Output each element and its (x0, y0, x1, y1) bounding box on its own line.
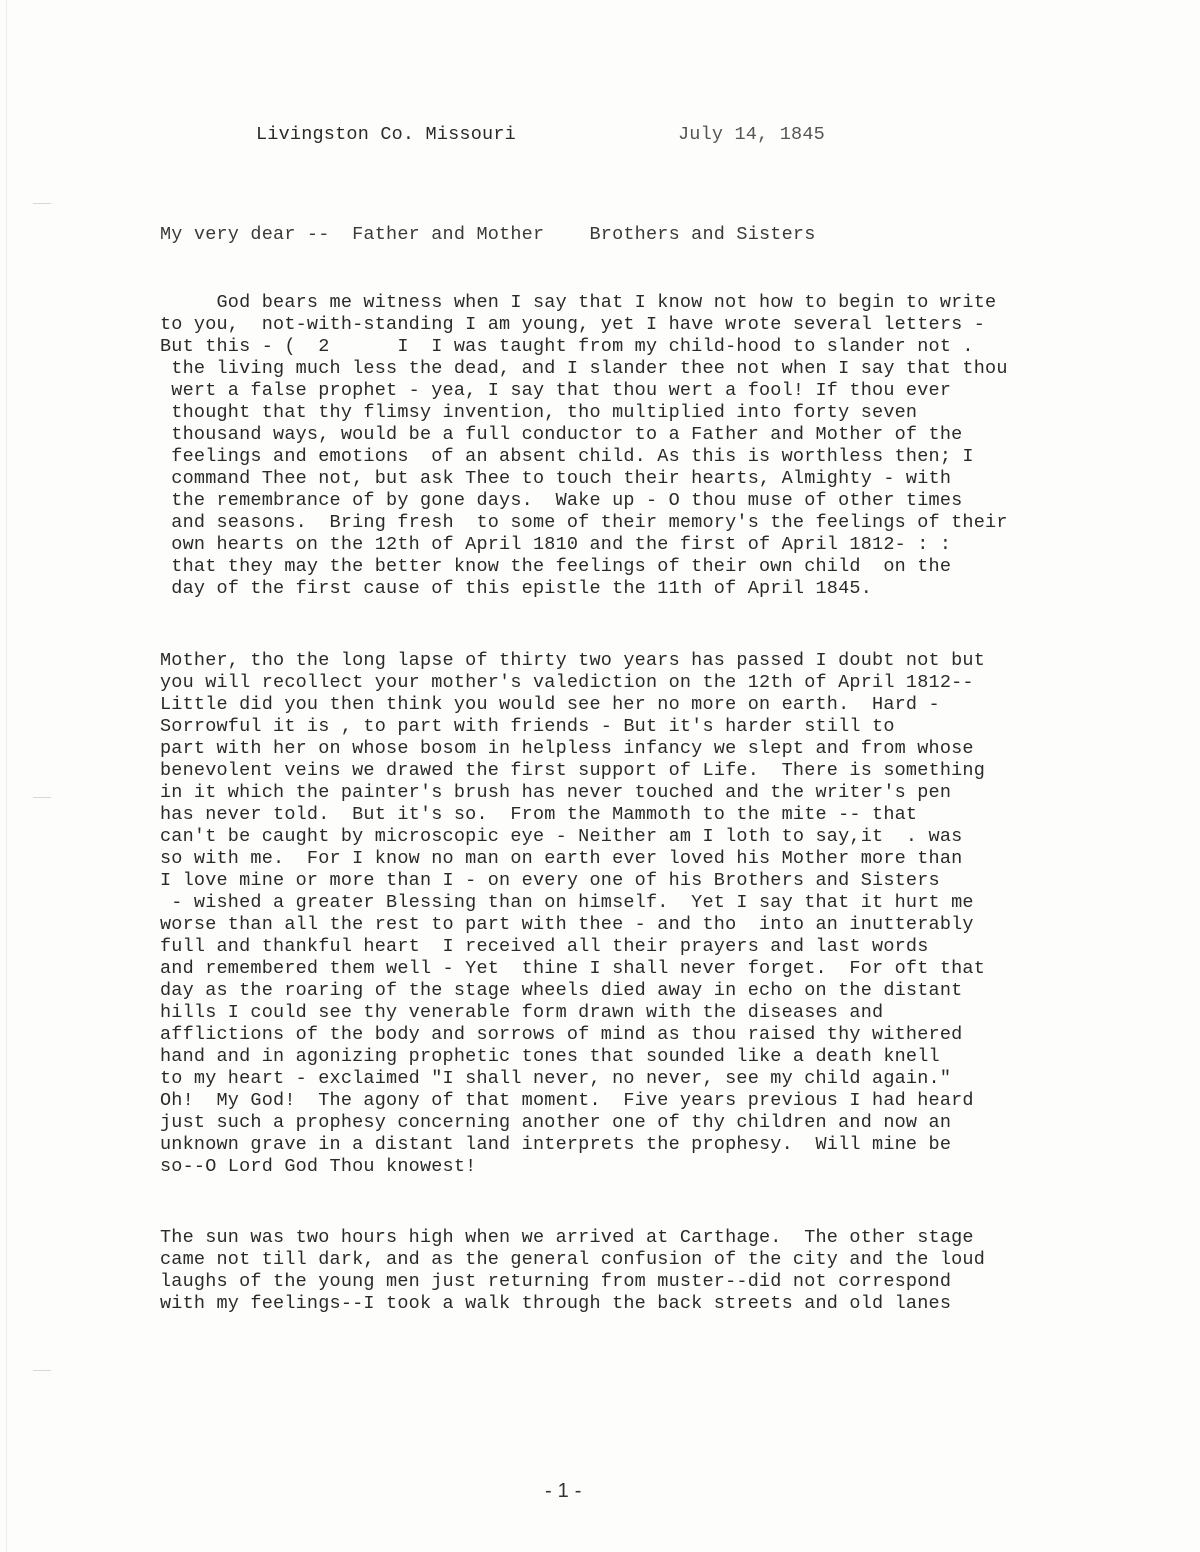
binding-mark (33, 203, 51, 204)
page-edge (6, 0, 7, 1552)
text-line: just such a prophesy concerning another one of thy children and now an (160, 1112, 952, 1133)
text-line: so--O Lord God Thou knowest! (160, 1156, 477, 1177)
text-line: the living much less the dead, and I slander thee not when I say that thou (160, 358, 1008, 379)
letter-date: July 14, 1845 (678, 124, 825, 145)
text-line: hills I could see thy venerable form drawn with the diseases and (160, 1002, 884, 1023)
page-number: - 1 - (545, 1480, 582, 1502)
letter-place: Livingston Co. Missouri (256, 124, 516, 145)
binding-mark (33, 797, 51, 798)
text-line: worse than all the rest to part with thee - and tho into an inutterably (160, 914, 974, 935)
text-line: But this - ( 2 I I was taught from my child-hood to slander not . (160, 336, 974, 357)
text-line: Little did you then think you would see her no more on earth. Hard - (160, 694, 940, 715)
text-line: so with me. For I know no man on earth ever loved his Mother more than (160, 848, 963, 869)
text-line: day of the first cause of this epistle the 11th of April 1845. (160, 578, 873, 599)
text-line: wert a false prophet - yea, I say that thou wert a fool! If thou ever (160, 380, 952, 401)
text-line: Sorrowful it is , to part with friends - But it's harder still to (160, 716, 895, 737)
text-line: thousand ways, would be a full conductor to a Father and Mother of the (160, 424, 963, 445)
binding-mark (33, 1370, 51, 1371)
text-line: hand and in agonizing prophetic tones that sounded like a death knell (160, 1046, 940, 1067)
text-line: I love mine or more than I - on every one of his Brothers and Sisters (160, 870, 940, 891)
text-line: and remembered them well - Yet thine I shall never forget. For oft that (160, 958, 986, 979)
text-line: with my feelings--I took a walk through the back streets and old lanes (160, 1293, 952, 1314)
text-line: to you, not-with-standing I am young, yet I have wrote several letters - (160, 314, 986, 335)
text-line: has never told. But it's so. From the Mammoth to the mite -- that (160, 804, 918, 825)
text-line: command Thee not, but ask Thee to touch their hearts, Almighty - with (160, 468, 952, 489)
text-line: benevolent veins we drawed the first support of Life. There is something (160, 760, 986, 781)
text-line: feelings and emotions of an absent child. As this is worthless then; I (160, 446, 974, 467)
text-line: to my heart - exclaimed "I shall never, no never, see my child again." (160, 1068, 952, 1089)
paragraph-3 (160, 1227, 985, 1315)
salutation: My very dear -- Father and Mother Brothers and Sisters (160, 224, 816, 245)
paragraph-1 (160, 292, 1008, 600)
text-line: part with her on whose bosom in helpless infancy we slept and from whose (160, 738, 974, 759)
text-line: came not till dark, and as the general confusion of the city and the loud (160, 1249, 986, 1270)
text-line: and seasons. Bring fresh to some of their memory's the feelings of their (160, 512, 1008, 533)
text-line: day as the roaring of the stage wheels died away in echo on the distant (160, 980, 963, 1001)
text-line: thought that thy flimsy invention, tho multiplied into forty seven (160, 402, 918, 423)
text-line: - wished a greater Blessing than on himself. Yet I say that it hurt me (160, 892, 974, 913)
text-line: unknown grave in a distant land interprets the prophesy. Will mine be (160, 1134, 952, 1155)
text-line: own hearts on the 12th of April 1810 and the first of April 1812- : : (160, 534, 952, 555)
text-line: full and thankful heart I received all their prayers and last words (160, 936, 929, 957)
text-line: Mother, tho the long lapse of thirty two years has passed I doubt not but (160, 650, 986, 671)
text-line: can't be caught by microscopic eye - Neither am I loth to say,it . was (160, 826, 963, 847)
text-line: that they may the better know the feelings of their own child on the (160, 556, 952, 577)
text-line: laughs of the young men just returning from muster--did not correspond (160, 1271, 952, 1292)
text-line: afflictions of the body and sorrows of mind as thou raised thy withered (160, 1024, 963, 1045)
text-line: The sun was two hours high when we arrived at Carthage. The other stage (160, 1227, 974, 1248)
text-line: in it which the painter's brush has never touched and the writer's pen (160, 782, 952, 803)
paragraph-2 (160, 650, 985, 1178)
text-line: God bears me witness when I say that I know not how to begin to write (160, 292, 997, 313)
text-line: you will recollect your mother's valediction on the 12th of April 1812-- (160, 672, 974, 693)
text-line: the remembrance of by gone days. Wake up - O thou muse of other times (160, 490, 963, 511)
text-line: Oh! My God! The agony of that moment. Five years previous I had heard (160, 1090, 974, 1111)
